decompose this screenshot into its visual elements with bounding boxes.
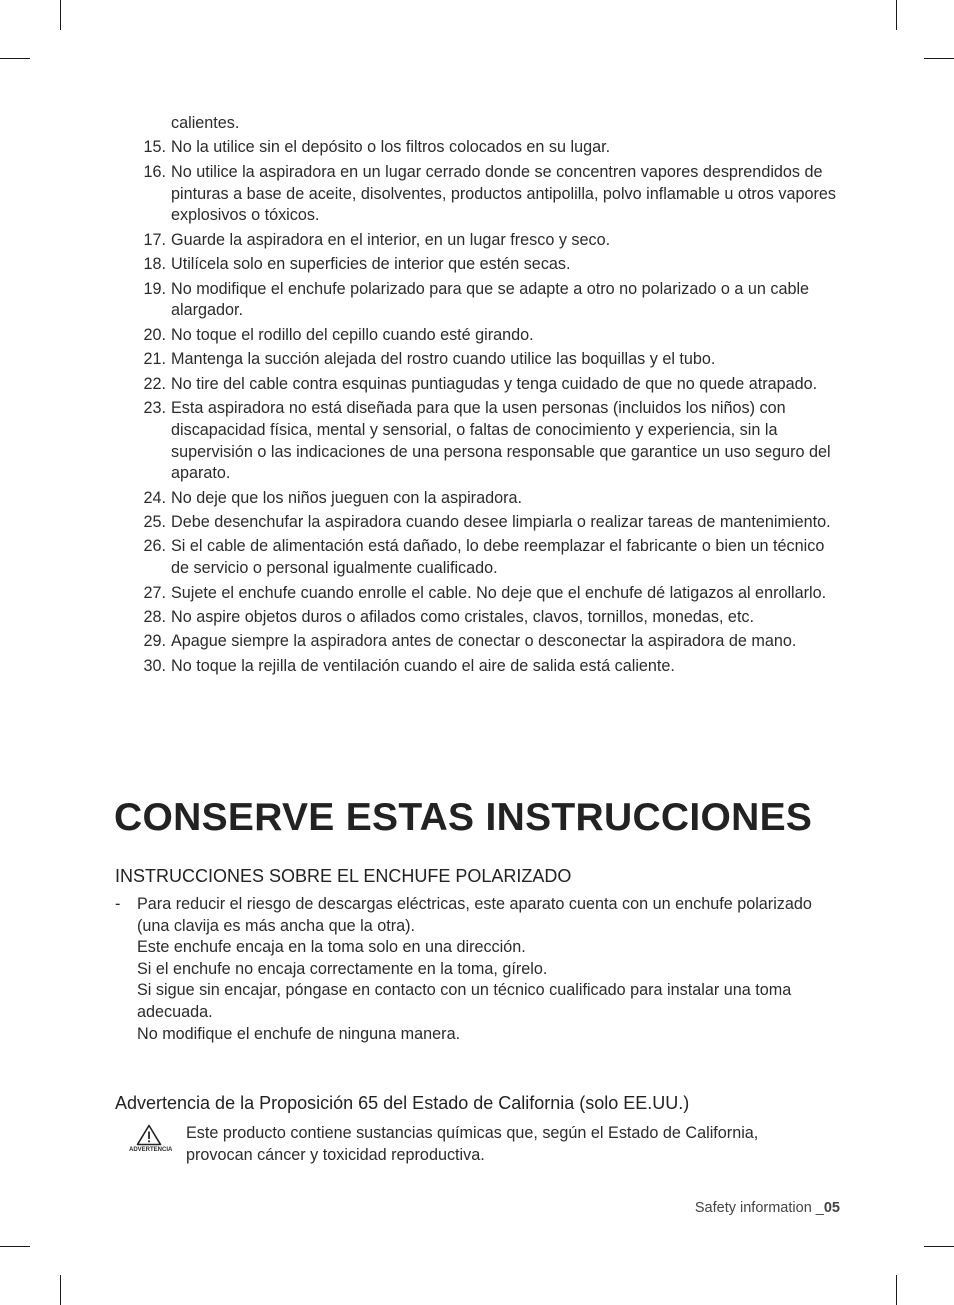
crop-mark: [924, 58, 954, 59]
prop65-text: Este producto contiene sustancias químicas que, según el Estado de California, provocan cáncer y toxicidad reproductiva.: [186, 1124, 759, 1164]
crop-mark: [896, 1275, 897, 1305]
list-item: [0, 656, 836, 678]
polarized-line: Este enchufe encaja en la toma solo en una dirección.: [137, 938, 526, 957]
list-item-number: 17.: [143, 230, 166, 249]
list-item: [0, 398, 836, 485]
list-item: [0, 230, 836, 252]
list-item-text: No tire del cable contra esquinas puntiagudas y tenga cuidado de que no quede atrapado.: [171, 374, 818, 393]
list-item-number: 15.: [143, 138, 166, 157]
list-item: [0, 113, 836, 135]
polarized-line: Si sigue sin encajar, póngase en contacto con un técnico cualificado para instalar una toma adecuada.: [137, 981, 792, 1021]
list-item-text: Mantenga la succión alejada del rostro cuando utilice las boquillas y el tubo.: [171, 350, 716, 369]
list-item-text: calientes.: [171, 114, 240, 132]
page-number: 05: [823, 1200, 840, 1216]
list-item-text: Si el cable de alimentación está dañado, lo debe reemplazar el fabricante o bien un técnico de servicio o personal igualmente cualificado.: [171, 537, 825, 578]
list-item-number: 24.: [143, 488, 166, 507]
list-item-text: Debe desenchufar la aspiradora cuando desee limpiarla o realizar tareas de mantenimiento.: [171, 513, 831, 532]
list-item: [0, 279, 836, 323]
list-item-number: 26.: [143, 537, 166, 556]
crop-mark: [896, 0, 897, 30]
list-item-text: No toque el rodillo del cepillo cuando esté girando.: [171, 325, 534, 344]
list-item-text: Sujete el enchufe cuando enrolle el cable. No deje que el enchufe dé latigazos al enrollarlo.: [171, 583, 827, 602]
list-item-text: No utilice la aspiradora en un lugar cerrado donde se concentren vapores desprendidos de pinturas a base de aceite, disolventes, productos antipolilla, polvo inflamable u otros vapores explosivos o tóxicos.: [171, 162, 836, 225]
list-item: [0, 536, 836, 580]
list-item: [0, 325, 836, 347]
list-item-number: 27.: [143, 583, 166, 602]
footer-label: Safety information _: [694, 1200, 824, 1216]
list-item-text: No toque la rejilla de ventilación cuando el aire de salida está caliente.: [171, 656, 675, 675]
list-item-text: No aspire objetos duros o afilados como cristales, clavos, tornillos, monedas, etc.: [171, 608, 755, 627]
polarized-line: Si el enchufe no encaja correctamente en la toma, gírelo.: [137, 959, 548, 978]
list-item: [0, 488, 836, 510]
warning-triangle-icon: [136, 1124, 162, 1146]
list-item: [0, 349, 836, 371]
crop-mark: [60, 0, 61, 30]
list-item-number: 28.: [143, 608, 166, 627]
list-item: [0, 162, 836, 227]
crop-mark: [0, 58, 30, 59]
page-footer: [695, 1200, 840, 1216]
polarized-heading: INSTRUCCIONES SOBRE EL ENCHUFE POLARIZADO: [115, 866, 572, 886]
list-item-number: 18.: [143, 255, 166, 274]
polarized-instructions: [115, 894, 815, 1045]
list-item-number: 30.: [143, 656, 166, 675]
list-item: [0, 631, 836, 653]
list-item-number: 22.: [143, 374, 166, 393]
list-item-text: No deje que los niños jueguen con la aspiradora.: [171, 488, 522, 507]
polarized-line: Para reducir el riesgo de descargas eléctricas, este aparato cuenta con un enchufe polarizado (una clavija es más ancha que la otra).: [137, 895, 812, 935]
warning-icon: [129, 1124, 173, 1160]
warning-icon-caption: ADVERTENCIA: [129, 1147, 173, 1153]
list-item-number: 23.: [143, 398, 166, 417]
list-item: [0, 512, 836, 534]
list-item-text: No la utilice sin el depósito o los filtros colocados en su lugar.: [171, 138, 611, 157]
safety-list: [0, 113, 954, 680]
crop-mark: [60, 1275, 61, 1305]
list-item-number: 19.: [143, 279, 166, 298]
list-item: [0, 374, 836, 396]
list-item-number: 29.: [143, 632, 166, 651]
list-item-number: 16.: [143, 162, 166, 181]
bullet-dash: -: [115, 895, 121, 913]
list-item-text: Guarde la aspiradora en el interior, en un lugar fresco y seco.: [171, 230, 611, 249]
list-item-text: No modifique el enchufe polarizado para que se adapte a otro no polarizado o a un cable alargador.: [171, 279, 810, 320]
crop-mark: [0, 1246, 30, 1247]
polarized-line: No modifique el enchufe de ninguna manera.: [137, 1024, 461, 1043]
prop65-heading: Advertencia de la Proposición 65 del Estado de California (solo EE.UU.): [115, 1093, 690, 1113]
page-title: CONSERVE ESTAS INSTRUCCIONES: [114, 796, 813, 839]
list-item: [0, 607, 836, 629]
crop-mark: [924, 1246, 954, 1247]
list-item-text: Utilícela solo en superficies de interior que estén secas.: [171, 255, 571, 274]
list-item-number: 21.: [143, 350, 166, 369]
list-item: [0, 137, 836, 159]
list-item-number: 20.: [143, 325, 166, 344]
list-item-text: Apague siempre la aspiradora antes de conectar o desconectar la aspiradora de mano.: [171, 632, 797, 651]
list-item: [0, 254, 836, 276]
list-item-number: 25.: [143, 513, 166, 532]
list-item-text: Esta aspiradora no está diseñada para que la usen personas (incluidos los niños) con discapacidad física, mental y sensorial, o faltas de conocimiento y experiencia, sin la supervisión o las indicaciones de una persona responsable que garantice un uso seguro del aparato.: [171, 398, 831, 483]
list-item: [0, 583, 836, 605]
